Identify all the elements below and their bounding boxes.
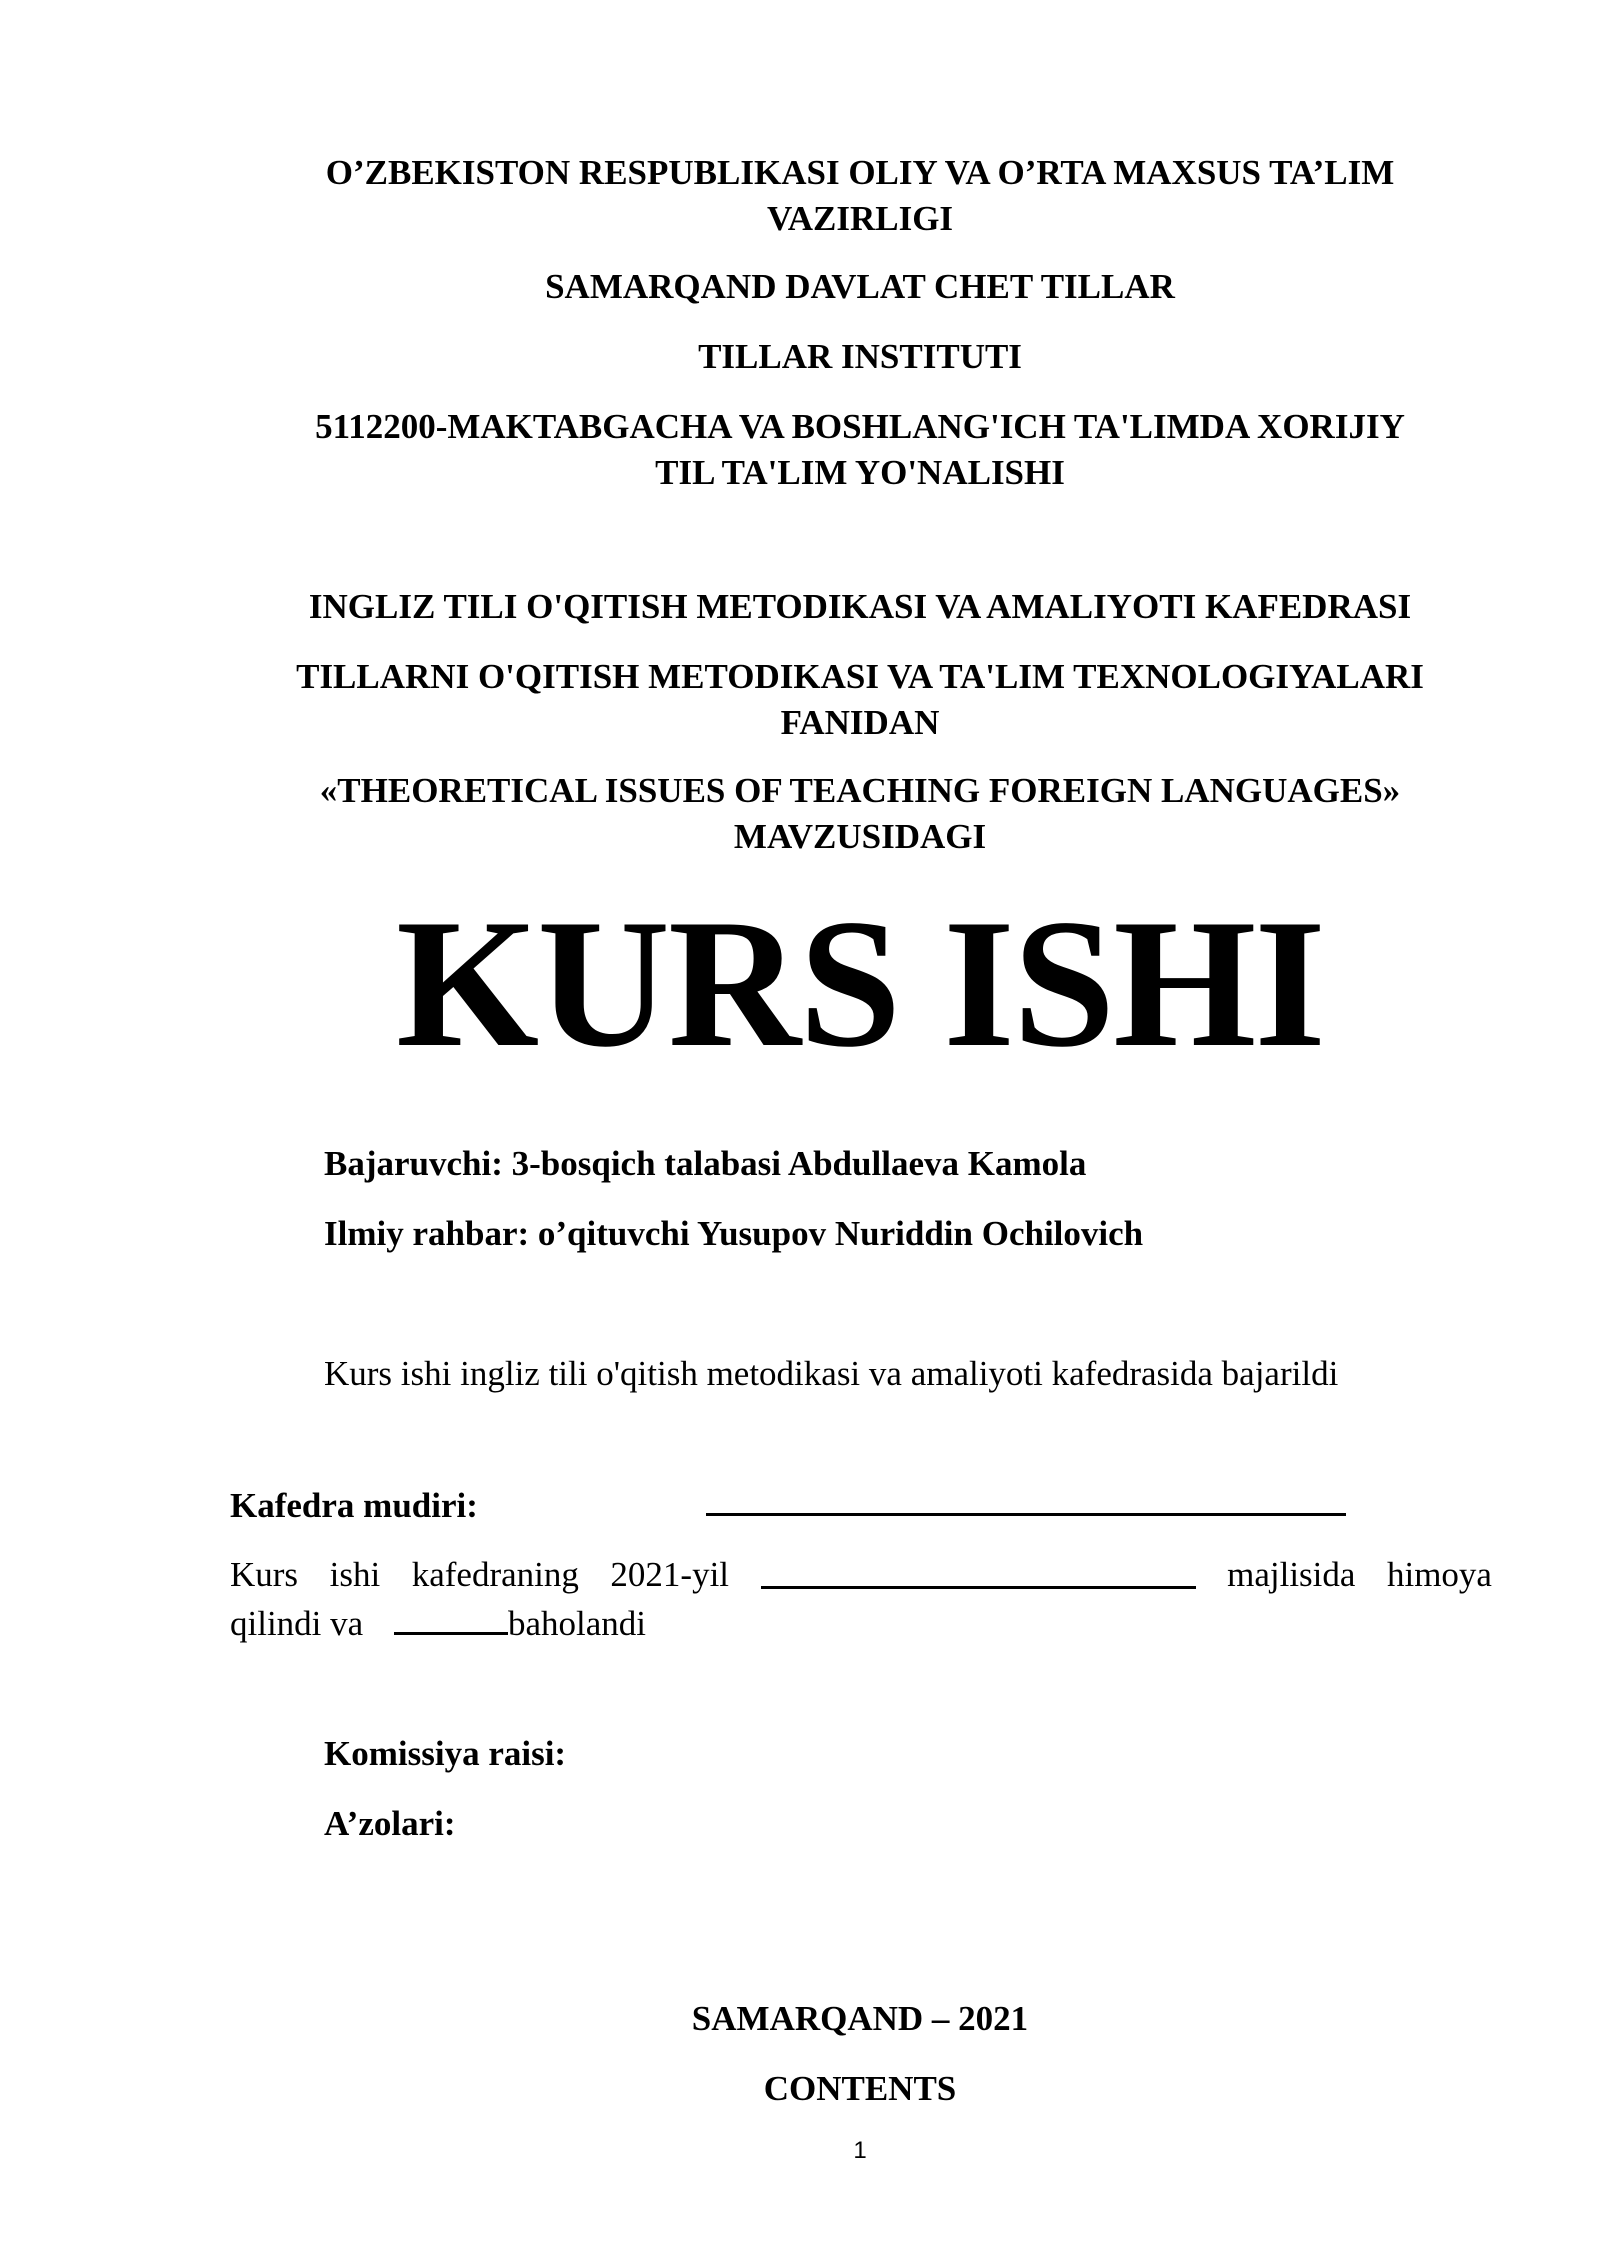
city-year: SAMARQAND – 2021 — [691, 1999, 1029, 2038]
ministry-line-2: VAZIRLIGI — [766, 199, 954, 238]
completion-statement: Kurs ishi ingliz tili o'qitish metodikasi va amaliyoti kafedrasida bajarildi — [324, 1354, 1339, 1393]
commission-members-label: A’zolari: — [324, 1804, 456, 1843]
page-number: 1 — [853, 2137, 867, 2164]
direction-line-2: TIL TA'LIM YO'NALISHI — [655, 453, 1065, 492]
commission-chair-label: Komissiya raisi: — [324, 1734, 567, 1773]
defense-word-majlisida: majlisida — [1227, 1555, 1356, 1594]
performer-line: Bajaruvchi: 3-bosqich talabasi Abdullaeva Kamola — [324, 1144, 1087, 1183]
institute-name: SAMARQAND DAVLAT CHET TILLAR — [545, 267, 1175, 306]
institute-type: TILLAR INSTITUTI — [698, 337, 1022, 376]
ministry-line-1: O’ZBEKISTON RESPUBLIKASI OLIY VA O’RTA MAXSUS TA’LIM — [325, 153, 1395, 192]
defense-word-himoya: himoya — [1386, 1555, 1492, 1594]
topic-line-2: MAVZUSIDAGI — [733, 817, 987, 856]
defense-word-year: 2021-yil — [610, 1555, 730, 1594]
document-title: KURS ISHI — [396, 881, 1324, 1085]
study-direction — [230, 404, 1490, 496]
topic — [230, 768, 1490, 860]
topic-line-1: «THEORETICAL ISSUES OF TEACHING FOREIGN LANGUAGES» — [319, 771, 1401, 810]
ministry-heading — [230, 150, 1490, 242]
head-of-department-label: Kafedra mudiri: — [230, 1486, 478, 1525]
defense-line-2 — [230, 1598, 1492, 1647]
defense-paragraph — [230, 1552, 1492, 1647]
defense-word-ishi: ishi — [329, 1555, 381, 1594]
contents-heading: CONTENTS — [763, 2069, 957, 2108]
meeting-date-blank — [761, 1552, 1196, 1589]
direction-line-1: 5112200-MAKTABGACHA VA BOSHLANG'ICH TA'LIMDA XORIJIY — [315, 407, 1405, 446]
course-line-2: FANIDAN — [780, 703, 940, 742]
defense-word-qilindi: qilindi va — [230, 1604, 364, 1643]
grade-blank — [394, 1598, 508, 1635]
defense-word-kafedraning: kafedraning — [411, 1555, 579, 1594]
course-name — [230, 654, 1490, 746]
defense-word-kurs: Kurs — [230, 1555, 299, 1594]
defense-word-baholandi: baholandi — [507, 1604, 646, 1643]
course-line-1: TILLARNI O'QITISH METODIKASI VA TA'LIM TEXNOLOGIYALARI — [296, 657, 1424, 696]
supervisor-line: Ilmiy rahbar: o’qituvchi Yusupov Nuriddin Ochilovich — [324, 1214, 1144, 1253]
head-of-department-signature-line — [706, 1513, 1346, 1516]
defense-line-1 — [230, 1552, 1492, 1598]
department-name: INGLIZ TILI O'QITISH METODIKASI VA AMALIYOTI KAFEDRASI — [308, 587, 1412, 626]
